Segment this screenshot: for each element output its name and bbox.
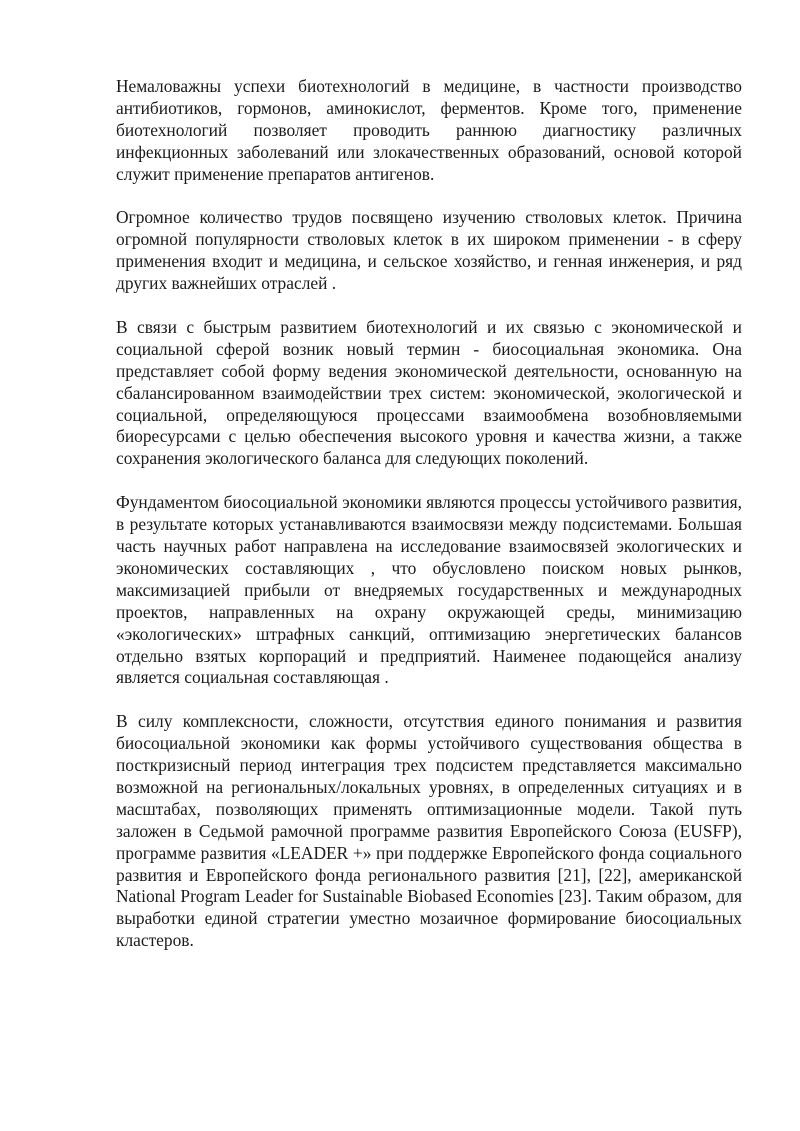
paragraph-medicine: Немаловажны успехи биотехнологий в медицине, в частности производство антибиотиков, гормонов, аминокислот, ферментов. Кроме того, применение биотехнологий позволяет проводить раннюю диагностику различных инфекционных заболеваний или злокачественных образований, основой которой служит применение препаратов антигенов. [116, 76, 742, 184]
document-page [116, 76, 742, 974]
paragraph-integration: В силу комплексности, сложности, отсутствия единого понимания и развития биосоциальной экономики как формы устойчивого существования общества в посткризисный период интеграция трех подсистем представляется максимально возможной на региональных/локальных уровнях, в определенных ситуациях и в масштабах, позволяющих применять оптимизационные модели. Такой путь заложен в Седьмой рамочной программе развития Европейского Союза (EUSFP), программе развития «LEADER +» при поддержке Европейского фонда социального развития и Европейского фонда регионального развития [21], [22], американской National Program Leader for Sustainable Biobased Economies [23]. Таким образом, для выработки единой стратегии уместно мозаичное формирование биосоциальных кластеров. [116, 711, 742, 951]
paragraph-sustainable-development: Фундаментом биосоциальной экономики являются процессы устойчивого развития, в результате которых устанавливаются взаимосвязи между подсистемами. Большая часть научных работ направлена на исследование взаимосвязей экологических и экономических составляющих , что обусловлено поиском новых рынков, максимизацией прибыли от внедряемых государственных и международных проектов, направленных на охрану окружающей среды, минимизацию «экологических» штрафных санкций, оптимизацию энергетических балансов отдельно взятых корпораций и предприятий. Наименее подающейся анализу является социальная составляющая . [116, 492, 742, 688]
paragraph-stem-cells: Огромное количество трудов посвящено изучению стволовых клеток. Причина огромной популярности стволовых клеток в их широком применении - в сферу применения входит и медицина, и сельское хозяйство, и генная инженерия, и ряд других важнейших отраслей . [116, 207, 742, 294]
paragraph-biosocial-economy: В связи с быстрым развитием биотехнологий и их связью с экономической и социальной сферой возник новый термин - биосоциальная экономика. Она представляет собой форму ведения экономической деятельности, основанную на сбалансированном взаимодействии трех систем: экономической, экологической и социальной, определяющуюся процессами взаимообмена возобновляемыми биоресурсами с целью обеспечения высокого уровня и качества жизни, а также сохранения экологического баланса для следующих поколений. [116, 316, 742, 469]
